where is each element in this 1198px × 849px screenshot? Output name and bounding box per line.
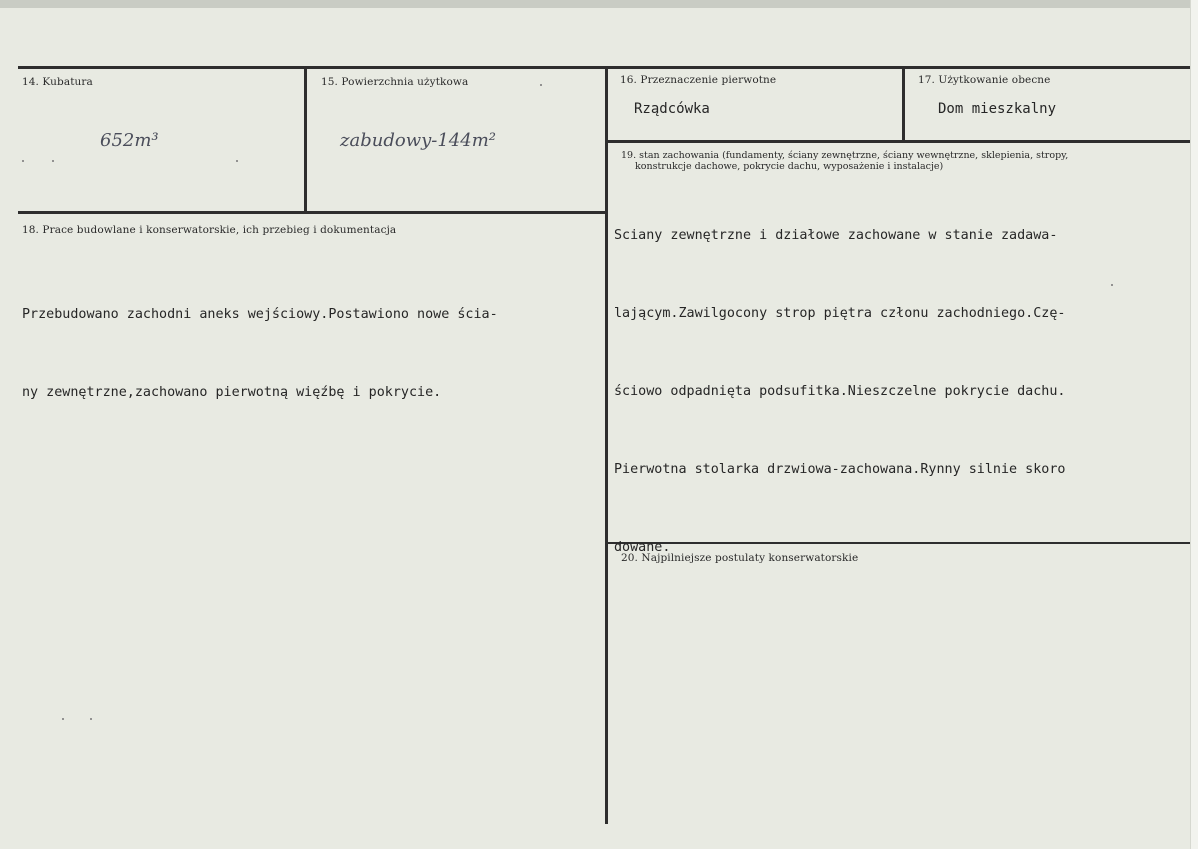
field19-line-4: Pierwotna stolarka drzwiowa-zachowana.Rynny silnie skoro: [614, 462, 1066, 477]
field14-value: 652m³: [100, 130, 159, 151]
field19-label: [621, 150, 1181, 172]
paper-speck: [540, 84, 542, 86]
field17-value: Dom mieszkalny: [938, 101, 1057, 117]
grid-line-row1-bottom-right: [606, 140, 1190, 143]
field14-label: 14. Kubatura: [22, 76, 93, 88]
field19-label-line-1: 19. stan zachowania (fundamenty, ściany zewnętrzne, ściany wewnętrzne, sklepienia, stropy,: [621, 150, 1069, 161]
grid-line-col-14-15: [304, 66, 307, 213]
field18-text: [22, 250, 498, 458]
field18-line-2: ny zewnętrzne,zachowano pierwotną więźbę i pokrycie.: [22, 385, 442, 400]
field20-label: 20. Najpilniejsze postulaty konserwatorskie: [621, 552, 859, 564]
grid-line-top: [18, 66, 1190, 69]
field19-line-5: dowane.: [614, 540, 671, 555]
field19-line-1: Sciany zewnętrzne i działowe zachowane w stanie zadawa-: [614, 228, 1058, 243]
field19-label-line-2: konstrukcje dachowe, pokrycie dachu, wyposażenie i instalacje): [635, 161, 944, 172]
paper-speck: [62, 718, 64, 720]
field17-label: 17. Użytkowanie obecne: [918, 74, 1051, 86]
field19-text: [614, 171, 1065, 613]
paper-speck: [22, 160, 24, 162]
paper-speck: [90, 718, 92, 720]
field16-value: Rządcówka: [634, 101, 710, 117]
field15-label: 15. Powierzchnia użytkowa: [321, 76, 469, 88]
field19-line-3: ściowo odpadnięta podsufitka.Nieszczelne pokrycie dachu.: [614, 384, 1066, 399]
field15-value: zabudowy-144m²: [340, 130, 496, 151]
card-right-edge: [1190, 0, 1198, 849]
grid-line-center: [605, 66, 608, 824]
card-top-edge: [0, 0, 1198, 8]
paper-speck: [52, 160, 54, 162]
field18-line-1: Przebudowano zachodni aneks wejściowy.Postawiono nowe ścia-: [22, 307, 498, 322]
field18-label: 18. Prace budowlane i konserwatorskie, ich przebieg i dokumentacja: [22, 224, 397, 236]
grid-line-col-16-17: [902, 66, 905, 142]
paper-speck: [236, 160, 238, 162]
paper-speck: [1111, 284, 1113, 286]
field19-line-2: lającym.Zawilgocony strop piętra członu zachodniego.Czę-: [614, 306, 1066, 321]
grid-line-row1-bottom-left: [18, 211, 608, 214]
field16-label: 16. Przeznaczenie pierwotne: [620, 74, 777, 86]
